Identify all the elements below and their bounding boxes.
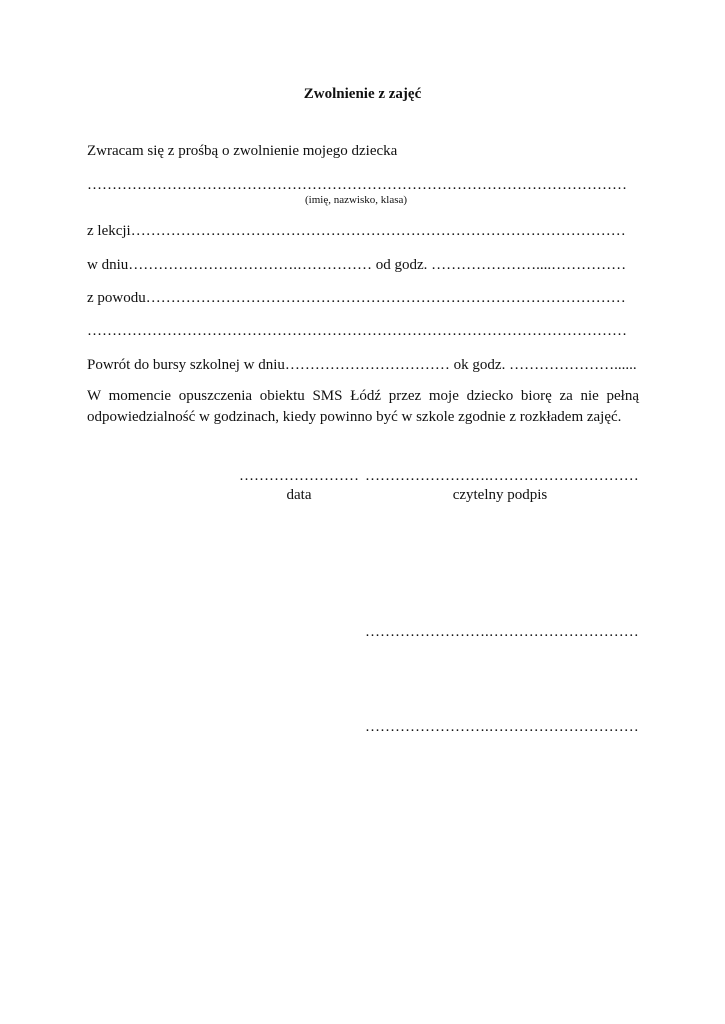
date-signature-dots: ……………………	[239, 468, 359, 484]
parent-signature-dots: …………………….…………………………	[365, 468, 639, 484]
coach-signature-dots: …………………….…………………………	[365, 719, 639, 735]
reason-field-line: z powodu……………………………………………………………………………………	[87, 290, 626, 306]
parent-signature-label: czytelny podpis	[452, 487, 548, 503]
name-field-hint: (imię, nazwisko, klasa)	[305, 194, 408, 206]
teacher-signature-dots: …………………….…………………………	[365, 624, 639, 640]
name-field-line: ………………………………………………………………………………………………	[87, 177, 627, 193]
document-title: Zwolnienie z zajęć	[303, 86, 422, 102]
responsibility-statement: W momencie opuszczenia obiektu SMS Łódź przez moje dziecko biorę za nie pełną odpowiedzialność w godzinach, kiedy powinno być w szkole zgodnie z rozkładem zajęć.	[87, 388, 639, 425]
request-text: Zwracam się z prośbą o zwolnienie mojego dziecka	[87, 143, 398, 159]
date-time-field-line: w dniu…………………………….…………… od godz. …………………....……………	[87, 257, 627, 273]
reason-continuation-line: ………………………………………………………………………………………………	[87, 323, 627, 339]
lessons-field-line: z lekcji………………………………………………………………………………………	[87, 223, 626, 239]
return-field-line: Powrót do bursy szkolnej w dniu…………………………… ok godz. …………………......	[87, 357, 637, 373]
date-signature-label: data	[286, 487, 312, 503]
